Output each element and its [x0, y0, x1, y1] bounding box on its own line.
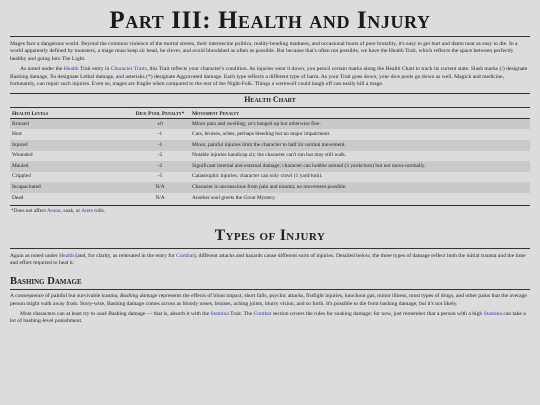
cell-movement-penalty: Another soul greets the Great Mystery. — [192, 194, 276, 201]
cell-health-level: Crippled — [12, 173, 31, 180]
cell-movement-penalty: Cuts, bruises, aches, perhaps bleeding but no major impairment. — [192, 131, 331, 138]
header-dice-pool-penalty: Dice Pool Penalty* — [130, 108, 190, 119]
types-intro-paragraph: Again as noted under Health (and, for clarity, as reiterated in the entry for Combat), different attacks and hazards cause different sorts of injuries. Detailed below, the three types of damage reflect both the initial trauma and the time and effort required to heal it. — [10, 252, 526, 267]
health-link[interactable]: Health — [63, 66, 79, 73]
title-divider — [10, 36, 530, 37]
cell-movement-penalty: Catastrophic injuries; character can only crawl (1 yard/turn). — [192, 173, 323, 180]
health-chart-row — [10, 129, 530, 140]
header-movement-penalty: Movement Penalty — [190, 108, 530, 119]
stamina-link-2[interactable]: Stamina — [483, 310, 502, 317]
cell-dice-pool-penalty: -2 — [157, 152, 163, 159]
cell-dice-pool-penalty: -1 — [157, 131, 163, 138]
health-chart-row — [10, 140, 530, 151]
health-link-2[interactable]: Health — [59, 252, 75, 259]
combat-link-2[interactable]: Combat — [253, 310, 272, 317]
health-chart-row — [10, 119, 530, 130]
cell-health-level: Mauled — [10, 161, 130, 172]
cell-dice-pool-penalty: -2 — [130, 161, 190, 172]
cell-dice-pool-penalty: N/A — [155, 194, 165, 201]
combat-link[interactable]: Combat — [176, 252, 194, 259]
health-chart-row — [10, 172, 530, 183]
health-chart-row — [10, 193, 530, 204]
bashing-paragraph-1: A consequence of painful but survivable trauma, Bashing damage represents the effects of blunt impact, short falls, psychic attacks, fistfight injuries, knockout gas, minor illness, most types of drugs, and other pains that the average person might walk away from. Story-wise, Bashing damage comes across as bloody noses, bruises, aching joints, blurry vision, and so forth. It's possible to die from bashing damage, but it's not likely. — [10, 293, 527, 307]
health-chart — [10, 93, 530, 215]
chart-footnote: *Does not affect Avatar, soak, or Arete rolls. — [11, 208, 106, 215]
cell-health-level: Incapacitated — [10, 182, 130, 193]
health-chart-row — [10, 151, 530, 162]
cell-health-level: Hurt — [12, 131, 22, 138]
cell-health-level: Bruised — [10, 119, 130, 130]
cell-movement-penalty: Notable injuries handicap zir; the character can't run but may still walk. — [192, 152, 347, 159]
bashing-divider — [10, 289, 530, 290]
cell-dice-pool-penalty: N/A — [130, 182, 190, 193]
health-chart-row — [10, 182, 530, 193]
intro-paragraph: Mages face a dangerous world. Beyond the common violence of the mortal streets, their internecine politics, reality-bending madness, and occasional bouts of pure brutality, it's easy to get hurt and damn near as easy to die. In a world apparently defined by monsters, a mage must keep zir head, be clever, and avoid bloodshed as often as possible. But because that's often not possible, we have the Health Trait, which reflects the space between perfectly healthy and going Into The Light. — [10, 41, 518, 62]
cell-movement-penalty: Character is unconscious from pain and trauma; no movement possible. — [190, 182, 530, 193]
cell-dice-pool-penalty: ±0 — [130, 119, 190, 130]
health-chart-body — [10, 119, 530, 204]
cell-health-level: Dead — [12, 194, 24, 201]
health-chart-header-row — [10, 108, 530, 119]
chart-footnote-divider — [10, 205, 530, 206]
stamina-link[interactable]: Stamina — [210, 310, 229, 317]
page-title: Part III: Health and Injury — [109, 7, 431, 34]
types-of-injury-heading: Types of Injury — [214, 227, 326, 245]
cell-movement-penalty: Significant internal and external damage; character can hobble around (3 yards/turn) but not move normally. — [190, 161, 530, 172]
header-health-levels: Health Levels — [10, 108, 130, 119]
health-chart-title: Health Chart — [10, 93, 530, 108]
bashing-paragraph-2: Most characters can at least try to soak Bashing damage — that is, absorb it with the Stamina Trait. The Combat section covers the rules for soaking damage; for now, just remember that a person with a high Stamina can take a lot of bashing-level punishment. — [10, 310, 526, 325]
health-trait-paragraph: As noted under the Health Trait entry in Character Traits, this Trait reflects your character's condition. As injuries wear it down, you pencil certain marks along the Health Chart to track its current state. Slash marks (/) designate Bashing damage, Xs designate Lethal damage, and asterisks (*) designate Aggravated damage. Each type reflects a different type of harm. As your Trait goes down, your dice pools go down as well. Magick and medicine, fortunately, can repair such injuries. Even so, mages are fragile when compared to the rest of the Night-Folk. Things a werewolf could laugh off can easily kill a mage. — [10, 66, 528, 87]
types-divider — [10, 248, 530, 249]
character-traits-link[interactable]: Character Traits — [110, 66, 147, 73]
cell-health-level: Wounded — [12, 152, 33, 159]
cell-health-level: Injured — [10, 140, 130, 151]
health-chart-table — [10, 108, 530, 204]
health-chart-row — [10, 161, 530, 172]
cell-movement-penalty: Minor pain and swelling; ze's banged up but otherwise fine. — [190, 119, 530, 130]
cell-movement-penalty: Minor, painful injuries limit the character to half zir normal movement. — [190, 140, 530, 151]
arete-link[interactable]: Arete — [81, 208, 93, 215]
bashing-damage-heading: Bashing Damage — [10, 275, 82, 287]
cell-dice-pool-penalty: -5 — [157, 173, 163, 180]
cell-dice-pool-penalty: -1 — [130, 140, 190, 151]
avatar-link[interactable]: Avatar — [46, 208, 61, 215]
